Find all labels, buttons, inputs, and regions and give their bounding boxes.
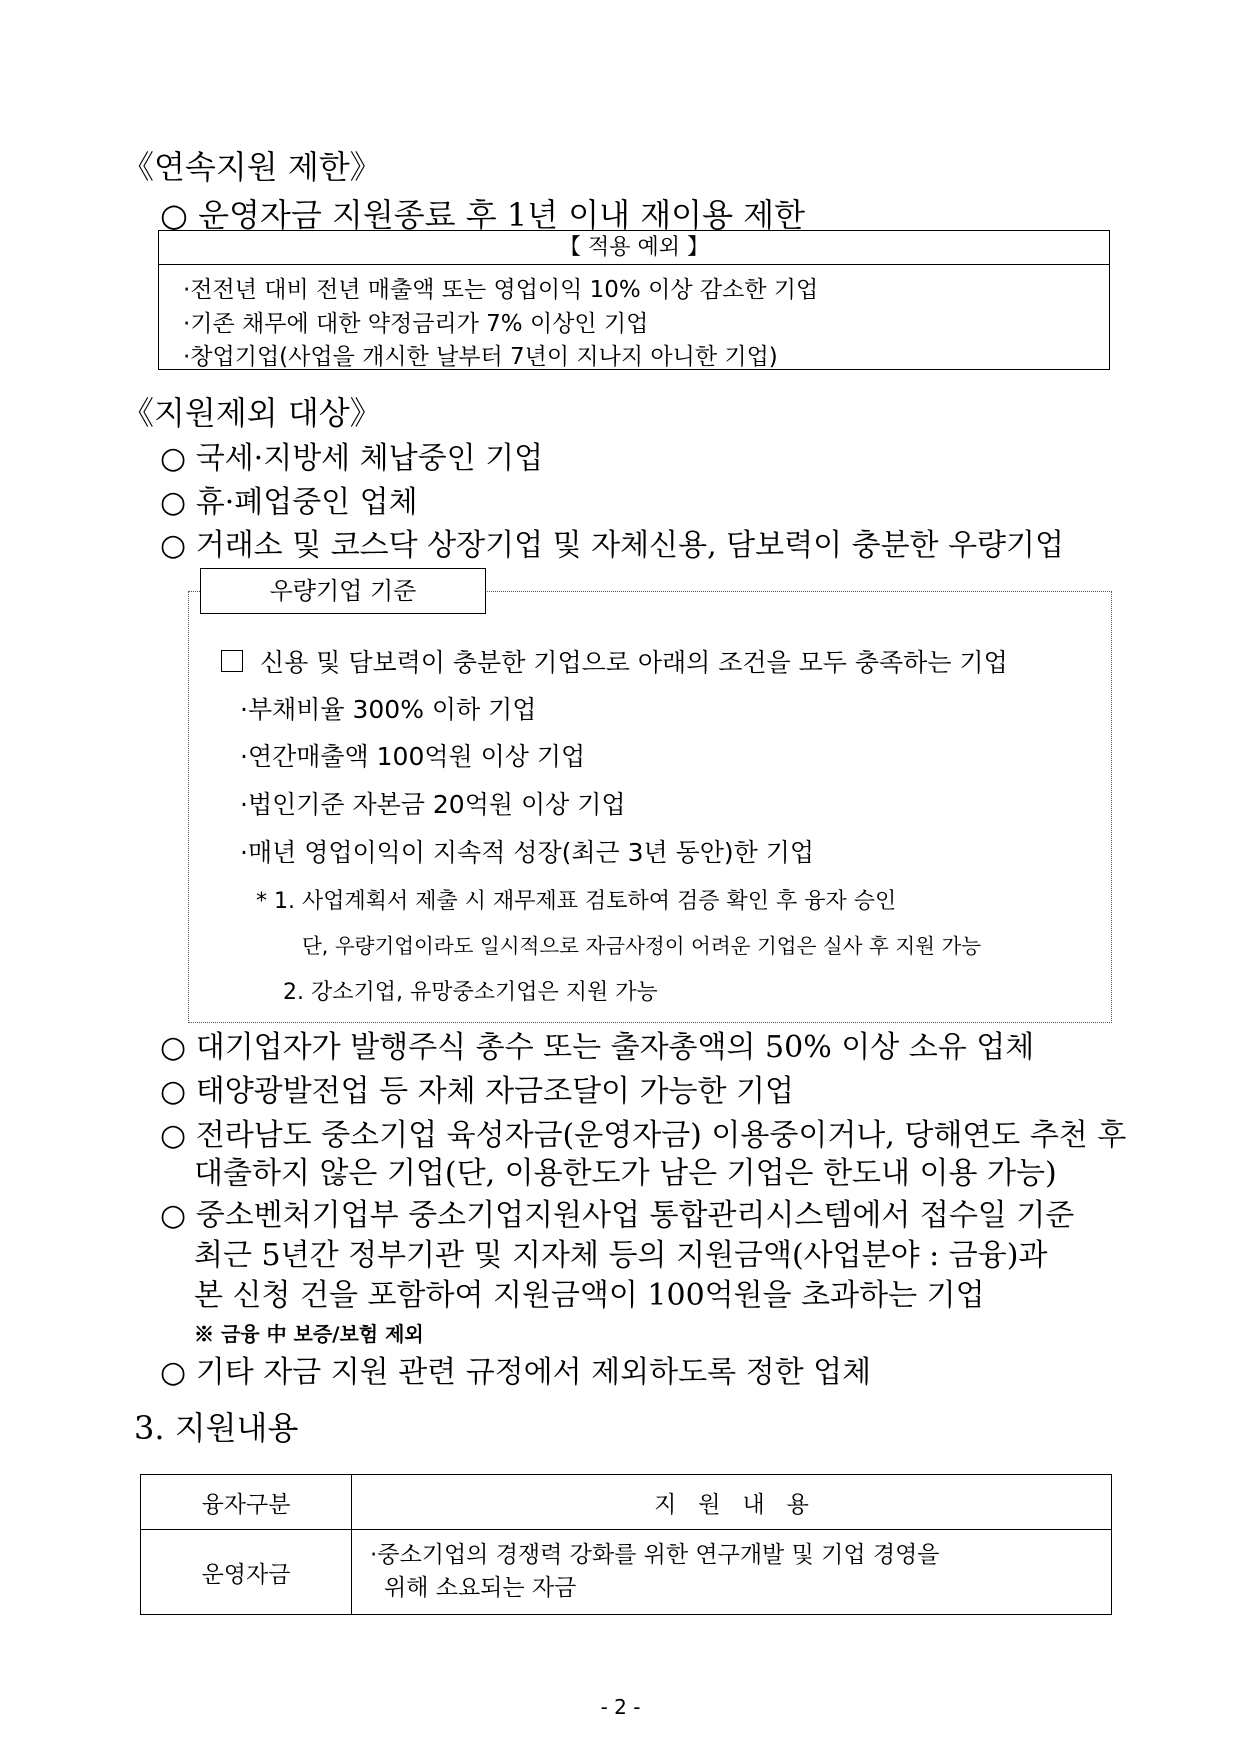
bullet-excluded: ○ 휴·폐업중인 업체	[160, 485, 418, 520]
checkbox-icon	[221, 650, 243, 672]
bullet-excluded: ○ 전라남도 중소기업 육성자금(운영자금) 이용중이거나, 당해연도 추천 후	[160, 1118, 1127, 1153]
table-header-row	[141, 1475, 1112, 1530]
bullet-excluded: ○ 태양광발전업 등 자체 자금조달이 가능한 기업	[160, 1074, 795, 1109]
exception-item: ·창업기업(사업을 개시한 날부터 7년이 지나지 아니한 기업)	[183, 344, 778, 370]
bullet-excluded: ○ 국세·지방세 체납중인 기업	[160, 441, 544, 476]
criteria-note: 2. 강소기업, 유망중소기업은 지원 가능	[283, 980, 658, 1005]
exception-box	[158, 230, 1110, 370]
criteria-item: ·매년 영업이익이 지속적 성장(최근 3년 동안)한 기업	[240, 838, 815, 867]
criteria-intro: 신용 및 담보력이 충분한 기업으로 아래의 조건을 모두 충족하는 기업	[260, 648, 1008, 677]
table-header-cell: 지 원 내 용	[352, 1475, 1112, 1530]
table-header-cell: 융자구분	[141, 1475, 352, 1530]
table-cell-label: 운영자금	[141, 1530, 352, 1615]
criteria-item: ·부채비율 300% 이하 기업	[240, 695, 537, 724]
finance-note: ※ 금융 中 보증/보험 제외	[194, 1322, 424, 1346]
criteria-note: * 1. 사업계획서 제출 시 재무제표 검토하여 검증 확인 후 융자 승인	[256, 889, 897, 914]
content-line: 위해 소요되는 자금	[384, 1575, 577, 1601]
exception-header: 【 적용 예외 】	[159, 231, 1109, 265]
page-number: - 2 -	[600, 1695, 641, 1719]
exception-item: ·기존 채무에 대한 약정금리가 7% 이상인 기업	[183, 311, 649, 337]
bullet-excluded: ○ 거래소 및 코스닥 상장기업 및 자체신용, 담보력이 충분한 우량기업	[160, 528, 1064, 563]
support-table	[140, 1474, 1112, 1615]
bullet-reuse-limit: ○ 운영자금 지원종료 후 1년 이내 재이용 제한	[160, 196, 805, 234]
section-title-excluded: 《지원제외 대상》	[122, 394, 382, 432]
content-line: ·중소기업의 경쟁력 강화를 위한 연구개발 및 기업 경영을	[370, 1542, 940, 1568]
bullet-excluded-cont: 최근 5년간 정부기관 및 지자체 등의 지원금액(사업분야 : 금융)과	[194, 1238, 1048, 1273]
section-title-consecutive-limit: 《연속지원 제한》	[122, 148, 382, 186]
table-row	[141, 1530, 1112, 1615]
table-cell-content	[352, 1530, 1112, 1615]
bullet-excluded: ○ 대기업자가 발행주식 총수 또는 출자총액의 50% 이상 소유 업체	[160, 1030, 1035, 1065]
exception-item: ·전전년 대비 전년 매출액 또는 영업이익 10% 이상 감소한 기업	[183, 277, 819, 303]
criteria-box-label: 우량기업 기준	[200, 568, 486, 614]
bullet-excluded-cont: 대출하지 않은 기업(단, 이용한도가 남은 기업은 한도내 이용 가능)	[194, 1156, 1057, 1191]
criteria-note: 단, 우량기업이라도 일시적으로 자금사정이 어려운 기업은 실사 후 지원 가능	[302, 934, 982, 958]
section-title-support-content: 3. 지원내용	[134, 1409, 299, 1447]
bullet-excluded-cont: 본 신청 건을 포함하여 지원금액이 100억원을 초과하는 기업	[194, 1278, 985, 1313]
criteria-item: ·법인기준 자본금 20억원 이상 기업	[240, 790, 626, 819]
criteria-item: ·연간매출액 100억원 이상 기업	[240, 742, 586, 771]
bullet-excluded: ○ 중소벤처기업부 중소기업지원사업 통합관리시스템에서 접수일 기준	[160, 1198, 1075, 1233]
bullet-excluded: ○ 기타 자금 지원 관련 규정에서 제외하도록 정한 업체	[160, 1355, 872, 1390]
